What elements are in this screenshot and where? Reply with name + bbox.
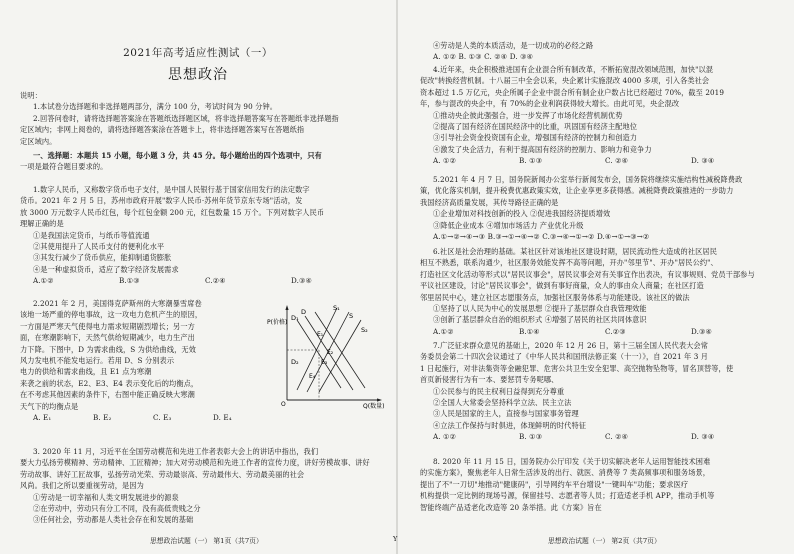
question-8 <box>420 456 786 513</box>
gutter-mark: Y <box>393 535 398 543</box>
label-e3: E₃ <box>321 359 328 366</box>
q5-line: 5.2021 年 4 月 7 日，国务院新闻办公室举行新闻发布会，国务院将继续实施结构性减税降费政 <box>433 175 743 184</box>
q2-line: 来袭之前的状态，E2、E3、E4 表示变化后的均衡点， <box>20 378 199 388</box>
q2-line: 天气下的均衡点是 <box>20 401 79 411</box>
q2-options <box>20 412 272 423</box>
q3-line: 要大力弘扬劳模精神、劳动精神、工匠精神；加大对劳动模范和先进工作者的宣传力度，讲好劳模故事、讲好 <box>20 458 370 468</box>
q2-option-a: A. E₁ <box>33 413 52 423</box>
section-line: 一、选择题：本题共 15 小题，每小题 3 分，共 45 分。每小题给出的四个选项中，只有 <box>33 151 322 160</box>
y-axis-label: P(价格) <box>267 319 288 326</box>
q4-statement: ③引导社会资金投资国有企业，增强国有经济的控制力和创造力 <box>433 133 638 143</box>
x-axis-arrow <box>377 398 382 401</box>
label-s1: S₁ <box>333 304 340 312</box>
q4-line: 促改"转换经营机制。十八届三中全会以来，央企累计实施混改 4000 多项，引入各类社会 <box>420 76 710 86</box>
label-d1: D₁ <box>291 314 299 322</box>
q5-line: 策，优化落实机制，提升税费优惠政策实效，让企业享更多获得感。减税降费政策推进的一步助力 <box>420 186 734 196</box>
q2-line: 风力发电机不能发电运行。若用 D、S 分别表示 <box>20 356 175 366</box>
q1-statement: ③其发行减少了货币供应，能抑制通货膨胀 <box>33 253 172 263</box>
q7-option-a: A. ①② <box>433 432 457 442</box>
question-3 <box>20 446 388 526</box>
q1-option-b: B.①③ <box>119 276 140 286</box>
q7-statement: ④立法工作保持与时俱进，体现鲜明的时代特征 <box>433 420 587 430</box>
q1-line: 货币。2021 年 2 月 5 日，苏州市政府开展"数字人民币·苏州年货节京东专场"活动，发 <box>20 196 303 206</box>
q3-statement: ②在劳动中，劳动只有分工不同，没有高低贵贱之分 <box>33 504 201 514</box>
section-line: 一项是最符合题目要求的。 <box>20 162 108 172</box>
q3-line: 劳动故事、讲好工匠故事，弘扬劳动光荣、劳动最崇高、劳动最伟大、劳动最美丽的社会 <box>20 469 305 479</box>
q7-line: 1 日起施行，对非法集资等金融犯罪、危害公共卫生安全犯罪、高空抛物坠物等，冒名顶替等，使 <box>420 363 734 373</box>
q4-statement: ①推动央企彼此强强合，进一步发挥了市场化经营机制优势 <box>433 110 623 120</box>
supply-demand-diagram <box>267 302 385 410</box>
label-s: S <box>349 312 354 320</box>
q3-line: 3. 2020 年 11 月，习近平在全国劳动模范和先进工作者表彰大会上的讲话中指出，我们 <box>33 447 319 456</box>
q1-options <box>20 275 388 286</box>
q6-option-c: C.②③ <box>605 326 626 336</box>
q5-options: A.①→②→④→③ B.③→①→④→② C.③→④→①→② D.④→①→③→② <box>433 232 650 242</box>
q7-option-b: B. ①③ <box>519 432 543 442</box>
note-line: 定区域内。 <box>20 136 57 146</box>
instructions-block <box>20 90 388 147</box>
q3-line: 风尚。我们之所以要重视劳动，是因为 <box>20 481 144 491</box>
origin-label: O <box>281 401 286 408</box>
q2-line: 2.2021 年 2 月，美国得克萨斯州的大寒潮暴雪席卷 <box>33 299 202 308</box>
q2-option-b: B. E₂ <box>93 413 112 423</box>
q2-option-c: C. E₃ <box>153 413 172 423</box>
q4-statement: ④激发了央企活力，有利于提高国有经济的控制力、影响力和竞争力 <box>433 144 652 154</box>
curve-s2 <box>319 320 361 392</box>
q1-line: 理解正确的是 <box>20 219 64 229</box>
q4-option-a: A. ①② <box>433 156 457 166</box>
x-axis-label: Q(数量) <box>363 403 385 410</box>
q1-line: 1.数字人民币，又称数字货币电子支付，是中国人民银行基于国家信用发行的法定数字 <box>33 185 310 194</box>
q2-line: 面，在寒潮影响下，天然气供给短期减少，电力生产出 <box>20 333 195 343</box>
q4-line: 4.近年来，央企积极推进国有企业混合所有制改革，不断拓宽混改领域范围，加快"以混 <box>433 65 714 74</box>
q2-line: 力下降。下图中，D 为需求曲线，S 为供给曲线，无效 <box>20 344 196 354</box>
q7-line: 务委员会第二十四次会议通过了《中华人民共和国刑法修正案（十一）》，自 2021 年 3 月 <box>420 352 709 362</box>
q8-line: 提出了不"一刀切"地推动"健康码"，引导网约车平台增设"一键叫车"功能；要求医疗 <box>420 479 689 489</box>
q6-statement: ③创新了基层群众自治的组织形式 ④增强了居民的社区共同体意识 <box>433 315 647 325</box>
q1-option-c: C.②④ <box>205 276 226 286</box>
question-4 <box>420 64 786 167</box>
q2-line: 电力的供给和需求曲线，且 E1 点为寒潮 <box>20 367 152 377</box>
note-line: 1.本试卷分选择题和非选择题两部分，满分 100 分，考试时间为 90 分钟。 <box>33 102 278 112</box>
q5-line: 我国经济高质量发展，其传导路径正确的是 <box>420 197 559 207</box>
q7-option-d: D. ③④ <box>691 432 715 442</box>
exam-title: 2021年高考适应性测试（一） <box>123 47 273 59</box>
q8-line: 机构提供一定比例的现场号源，保留挂号、志愿者等人员；打造适老手机 APP，推动手机等 <box>420 491 715 501</box>
q2-line: 在不考虑其他因素的条件下，右图中能正确反映大寒潮 <box>20 390 195 400</box>
note-line: 2.回答问卷时，请将选择题答案涂在答题纸选择题区域，将非选择题答案写在答题纸非选择题指 <box>33 113 339 123</box>
question-5 <box>420 174 786 242</box>
label-e2: E₂ <box>327 349 334 356</box>
q3-statement: ③任何社会，劳动都是人类社会存在和发展的基础 <box>33 515 194 525</box>
q4-option-d: D. ③④ <box>691 156 715 166</box>
note-line: 定区域内；非网上阅卷的，请将选择题答案涂在答题卡上，将非选择题答案写在答题纸指 <box>20 125 305 135</box>
q6-line: 相互不熟悉，联系沟通少，社区服务效能发挥不高等问题，开办"邻里节"、开办"居民公约"、 <box>420 258 718 268</box>
question-2 <box>20 298 272 423</box>
page-footer: 思想政治试题（一） 第1页（共7页） <box>150 537 263 545</box>
q7-line: 7.广泛征求群众意见的基础上，2020 年 12 月 26 日，第十三届全国人民代表大会常 <box>433 341 708 350</box>
section-one-heading <box>20 150 388 173</box>
q6-line: 6.社区是社会治理的基础。某社区针对该地社区建设时期，居民流动性大造成的社区居民 <box>433 247 717 256</box>
q5-statement: ①企业增加对科技创新的投入 ②促进我国经济提质增效 <box>433 209 611 219</box>
q1-line: 放 3000 万元数字人民币红包，每个红包金额 200 元，红包数量 15 万个。下列对数字人民币 <box>20 207 325 217</box>
q1-statement: ④是一种虚拟货币，适应了数字经济发展需求 <box>33 264 179 274</box>
q8-line: 8. 2020 年 11 月 15 日，国务院办公厅印发《关于切实解决老年人运用智能技术困难 <box>433 457 711 466</box>
q6-statement: ①坚持了以人民为中心的发展思想 ②提升了基层群众自我管理效能 <box>433 304 647 314</box>
q6-line: 邻里居民中心，建立社区志愿服务点，加强社区服务体系与功能建设。该社区的做法 <box>420 292 690 302</box>
q4-statement: ②提高了国有经济在国民经济中的比重，巩固国有经济主配地位 <box>433 122 638 132</box>
curve-d2 <box>315 312 365 388</box>
page-footer: 思想政治试题（一） 第2页（共7页） <box>548 537 661 545</box>
q6-option-a: A.①② <box>433 326 454 336</box>
q5-statement: ③降低企业成本 ④增加市场活力 产业优化升级 <box>433 220 584 230</box>
q3-options: A. ①② B. ①③ C. ②④ D. ③④ <box>433 52 534 62</box>
q2-option-d: D. E₄ <box>213 413 232 423</box>
q6-line: 打造社区文化活动等形式以"居民议事会"，居民议事会对有关事宜作出表决，有议事规则、党员干部参与 <box>420 269 755 279</box>
q4-option-b: B. ①③ <box>519 156 543 166</box>
q6-line: 平议社区建设，讨论"居民议事会"，做到有事好商量，众人的事由众人商量；在社区打造 <box>420 281 704 291</box>
q1-option-a: A.①② <box>33 276 54 286</box>
q4-line: 资本超过 1.5 万亿元，央企所属子企业中混合所有制企业户数占比已经超过 70%，截至 2019 <box>420 87 725 97</box>
notes-heading: 说明： <box>20 91 42 100</box>
q2-line: 该地一场严重的停电事故，这一攻电力危机产生的原因， <box>20 310 203 320</box>
q8-line: 智能终端产品适老化改造等 20 条举措。此《方案》旨在 <box>420 502 602 512</box>
q7-option-c: C. ②④ <box>605 432 629 442</box>
question-1 <box>20 184 388 287</box>
question-6 <box>420 246 786 337</box>
question-7 <box>420 340 786 443</box>
q1-statement: ②其使用提升了人民币支付的便利化水平 <box>33 242 165 252</box>
q2-line: 一方面是严寒天气使得电力需求短期剧烈增长；另一方 <box>20 321 195 331</box>
page-2 <box>398 0 794 554</box>
q7-line: 首页新侵害行为有一本、要惩罚专务呢哪、 <box>420 375 559 385</box>
q4-options <box>420 155 786 166</box>
label-s2: S₂ <box>361 326 368 334</box>
q6-option-b: B.①④ <box>519 326 540 336</box>
q7-statement: ③人民是国家的主人，直接参与国家事务管理 <box>433 409 579 419</box>
q7-options <box>420 431 786 442</box>
q6-options <box>420 326 786 337</box>
q1-statement: ①是我国法定货币，与纸币等值流通 <box>33 230 150 240</box>
label-d: D <box>301 308 307 316</box>
q1-option-d: D.③④ <box>291 276 313 286</box>
q6-option-d: D.③④ <box>691 326 713 336</box>
label-d2: D₂ <box>291 358 299 366</box>
label-e4: E₄ <box>309 373 316 380</box>
q3-statement: ①劳动是一切幸福和人类文明发展进步的源泉 <box>33 492 179 502</box>
question-3-continued <box>420 40 786 63</box>
q3-statement: ④劳动是人类的本质活动，是一切成功的必经之路 <box>433 41 594 50</box>
y-axis-arrow <box>285 305 288 310</box>
label-e1: E₁ <box>317 331 324 338</box>
page-1 <box>0 0 396 554</box>
q7-statement: ①公民参与的民主权利日益得到充分尊重 <box>433 386 565 396</box>
q4-option-c: C. ②④ <box>605 156 629 166</box>
q8-line: 的实施方案》，聚焦老年人日常生活涉及的出行、就医、消费等 7 类高频事项和服务场景， <box>420 468 711 478</box>
q7-statement: ②全国人大常委会坚持科学立法、民主立法 <box>433 398 572 408</box>
q4-line: 年，参与混改的央企中，有 70%的企业利润获得较大增长。由此可见，央企混改 <box>420 99 680 109</box>
subject-title: 思想政治 <box>168 67 228 83</box>
